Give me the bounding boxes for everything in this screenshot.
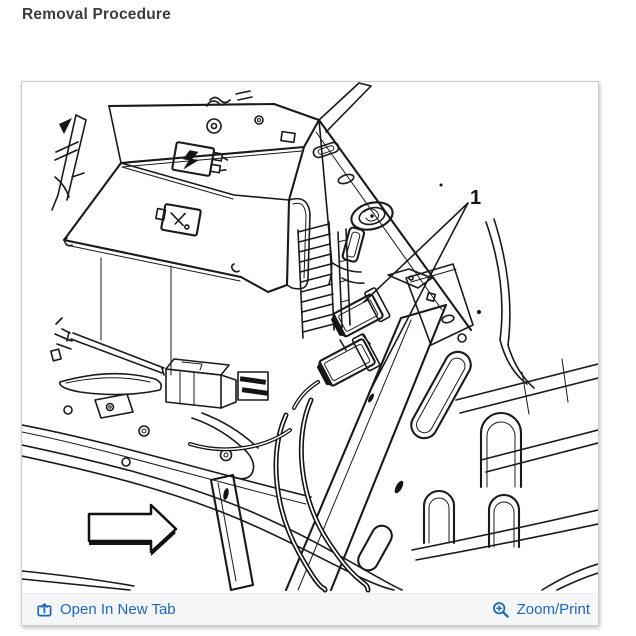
zoom-print-link[interactable] [492,601,590,619]
zoom-in-icon [492,601,510,619]
warning-labels [154,142,229,236]
right-bracket-plate [406,264,481,345]
harness-connectors [313,287,390,392]
page-title: Removal Procedure [22,6,171,23]
figure-area [22,82,598,593]
open-in-new-tab-label: Open In New Tab [60,601,176,618]
figure-footer [22,593,598,625]
frame-pillar [286,305,475,590]
zoom-print-label: Zoom/Print [516,601,590,618]
figure-card [21,81,599,626]
u-channels [424,413,598,590]
center-bracket-assembly [56,318,268,590]
open-in-new-tab-icon [36,601,53,618]
open-in-new-tab-link[interactable] [36,601,176,618]
callout-1-label: 1 [470,187,482,209]
engine-cover [64,147,304,375]
frame-rails [412,219,598,560]
engine-compartment-diagram [22,82,598,593]
cowl-shock-tower [312,83,471,330]
direction-arrow-icon [89,505,176,556]
